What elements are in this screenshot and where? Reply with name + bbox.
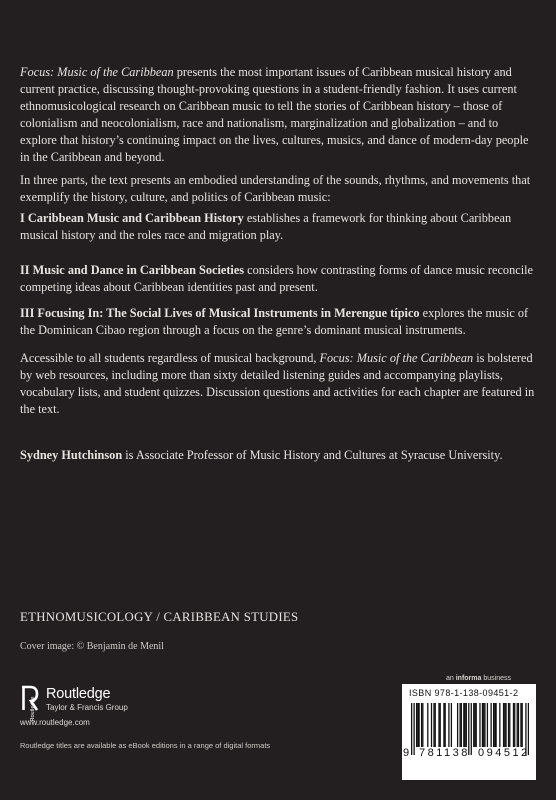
description-paragraph-1	[20, 64, 536, 166]
barcode-bar	[518, 703, 519, 747]
ebook-note: Routledge titles are available as eBook editions in a range of digital formats	[20, 741, 271, 750]
part-two-title: II Music and Dance in Caribbean Societies	[20, 263, 245, 277]
barcode-bar	[495, 703, 496, 747]
barcode-bar	[483, 703, 484, 747]
barcode-bar	[427, 703, 428, 747]
publisher-group: Taylor & Francis Group	[46, 703, 128, 712]
cover-image-credit: Cover image: © Benjamin de Menil	[20, 641, 164, 652]
barcode-bar	[517, 703, 518, 747]
publisher-url[interactable]: www.routledge.com	[20, 718, 90, 727]
logo-vertical-text: Routledge	[30, 696, 36, 722]
description-paragraph-3	[20, 350, 536, 418]
barcode-bar	[471, 703, 472, 755]
barcode-bar	[474, 703, 475, 747]
barcode-bar	[514, 703, 515, 747]
barcode-bar	[422, 703, 423, 747]
barcode-bar	[473, 703, 474, 747]
barcode-bar	[440, 703, 441, 747]
barcode-bar	[433, 703, 434, 747]
barcode-bar	[451, 703, 452, 747]
barcode-bar	[499, 703, 500, 747]
barcode-bar	[520, 703, 521, 747]
author-name: Sydney Hutchinson	[20, 448, 123, 462]
publisher-name: Routledge	[46, 686, 111, 702]
barcode-bar	[416, 703, 417, 747]
publisher-block	[46, 686, 128, 712]
isbn-label: ISBN 978-1-138-09451-2	[409, 688, 519, 698]
barcode-bar	[438, 703, 439, 747]
barcode-digits-right: 094512	[478, 747, 530, 759]
barcode-digit-lead: 9	[403, 747, 410, 759]
barcode-bar	[463, 703, 464, 747]
author-bio	[20, 447, 536, 464]
barcode-bar	[457, 703, 458, 747]
barcode-bar	[482, 703, 483, 747]
part-three-paragraph	[20, 305, 536, 339]
barcode-bar	[504, 703, 505, 747]
description-text-3b: is bolstered by web resources, including more than sixty detailed listening guides and accompanying playlists, vocabulary lists, and student quizzes. Discussion questions and activities for each chapter are featured in the text.	[20, 351, 535, 416]
description-text-2: In three parts, the text presents an embodied understanding of the sounds, rhythms, and movements that exemplify the history, culture, and politics of Caribbean music:	[20, 173, 531, 204]
part-two-text: considers how contrasting forms of dance music reconcile competing ideas about Caribbean identities past and present.	[20, 263, 533, 294]
barcode-bar	[413, 703, 414, 755]
book-title-italic: Focus: Music of the Caribbean	[20, 65, 174, 79]
barcode-bar	[494, 703, 495, 747]
barcode-bar	[459, 703, 460, 747]
barcode-bar	[435, 703, 436, 747]
description-text-1: presents the most important issues of Caribbean musical history and current practice, discussing thought-provoking questions in a student-friendly fashion. It uses current ethnomusicological research on Caribbean music to tell the stories of Caribbean history – those of colonialism and neocolonialism, race and nationalism, marginalization and globalization – and to explore that history’s continuing impact on the lives, cultures, musics, and dance of modern-day people in the Caribbean and beyond.	[20, 65, 529, 164]
book-title-italic-2: Focus: Music of the Caribbean	[319, 351, 474, 365]
barcode-bar	[464, 703, 465, 747]
barcode-bar	[443, 703, 444, 747]
barcode-bar	[490, 703, 491, 747]
barcode-panel	[402, 684, 536, 780]
part-three-title: III Focusing In: The Social Lives of Musical Instruments in Merengue típico	[20, 306, 420, 320]
author-bio-text: is Associate Professor of Music History and Cultures at Syracuse University.	[122, 448, 503, 462]
description-paragraph-2	[20, 172, 536, 206]
barcode-bar	[417, 703, 418, 747]
barcode-bar	[445, 703, 446, 747]
barcode-bar	[493, 703, 494, 747]
part-one-paragraph	[20, 210, 536, 244]
part-three-text: explores the music of the Dominican Cibao region through a focus on the genre’s dominant musical instruments.	[20, 306, 529, 337]
description-text-3a: Accessible to all students regardless of musical background,	[20, 351, 320, 365]
barcode-bar	[508, 703, 509, 747]
barcode-bar	[476, 703, 477, 747]
subject-category: ETHNOMUSICOLOGY / CARIBBEAN STUDIES	[20, 610, 299, 624]
barcode-bar	[448, 703, 449, 747]
barcode-bar	[418, 703, 419, 747]
informa-prefix: an	[446, 675, 456, 682]
informa-business-tag	[446, 675, 511, 682]
barcode-bar	[431, 703, 432, 747]
part-one-title: I Caribbean Music and Caribbean History	[20, 211, 244, 225]
barcode-bar	[505, 703, 506, 747]
informa-suffix: business	[481, 675, 511, 682]
barcode-bar	[466, 703, 467, 747]
part-one-text: establishes a framework for thinking about Caribbean musical history and the roles race and migration play.	[20, 211, 512, 242]
barcode-digits-left: 781138	[419, 747, 470, 759]
barcode-bar	[421, 703, 422, 747]
part-two-paragraph	[20, 262, 536, 296]
barcode-bar	[484, 703, 485, 747]
barcode-bar	[503, 703, 504, 747]
informa-brand: informa	[455, 675, 482, 682]
barcode-bar	[509, 703, 510, 747]
barcode-bar	[487, 703, 488, 747]
barcode-bar	[513, 703, 514, 747]
barcode-bar	[411, 703, 412, 755]
barcode-bar	[479, 703, 480, 747]
barcode-bar	[522, 703, 523, 747]
barcode-bar	[461, 703, 462, 747]
